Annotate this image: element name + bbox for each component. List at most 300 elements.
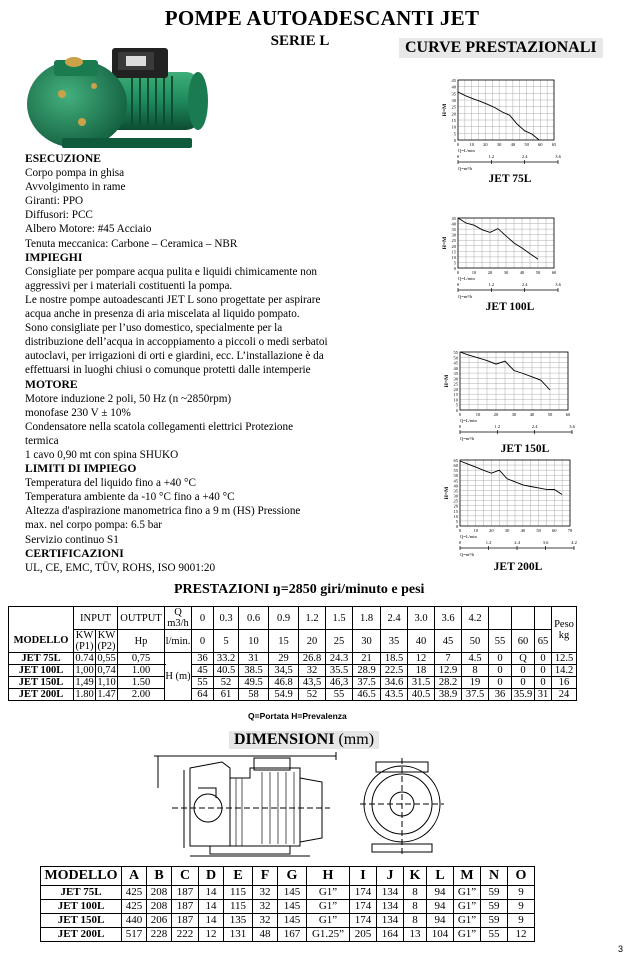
- certificazioni-heading: CERTIFICAZIONI: [25, 546, 124, 560]
- table-cell: 32: [253, 886, 278, 900]
- table-cell: 1,49: [75, 677, 94, 688]
- performance-title: PRESTAZIONI ŋ=2850 giri/minuto e pesi: [174, 582, 425, 597]
- table-cell: 14: [199, 914, 224, 928]
- table-cell: 59: [481, 914, 508, 928]
- y-tick-label: 40: [451, 84, 456, 90]
- text-line: distribuzione dell’acqua in accoppiamento a piccoli o medi serbatoi: [25, 336, 328, 349]
- table-cell: 54.9: [269, 689, 299, 701]
- y-tick-label: 45: [453, 360, 458, 366]
- table-header: D: [199, 867, 224, 886]
- table-cell: 12.5: [552, 653, 577, 665]
- table-cell: 52: [214, 677, 239, 689]
- motore-text: [25, 392, 370, 462]
- table-cell: 14.2: [552, 665, 577, 677]
- table-cell: 24.3: [326, 653, 353, 665]
- y-tick-label: 0: [455, 524, 458, 529]
- x-axis-label: Q=L/min: [460, 418, 477, 423]
- output-header: OUTPUT: [118, 607, 165, 630]
- table-cell: 49.5: [239, 677, 269, 689]
- model-cell: JET 200L: [41, 928, 122, 942]
- x2-tick-label: 1.2: [488, 154, 495, 159]
- y-tick-label: 0: [453, 138, 456, 143]
- y-tick-label: 20: [453, 503, 458, 509]
- table-row: [41, 900, 535, 914]
- list-item: Tenuta meccanica: Carbone – Ceramica – NBR: [25, 237, 238, 250]
- dimension-drawing: [150, 748, 450, 860]
- table-cell: 174: [350, 886, 377, 900]
- table-cell: 134: [377, 886, 404, 900]
- table-cell: 134: [377, 914, 404, 928]
- text-line: 1 cavo 0,90 mt con spina SHUKO: [25, 448, 179, 461]
- table-cell: 59: [481, 900, 508, 914]
- x2-tick-label: 3.6: [555, 282, 561, 287]
- table-cell: 12: [199, 928, 224, 942]
- table-header: B: [147, 867, 172, 886]
- x-tick-label: 0: [456, 142, 460, 147]
- x-tick-label: 60: [552, 528, 557, 533]
- y-tick-label: 30: [451, 98, 456, 103]
- y-tick-label: 5: [455, 402, 458, 408]
- esecuzione-list: [25, 166, 370, 251]
- y-tick-label: 25: [451, 104, 456, 110]
- modello-header: MODELLO: [9, 630, 74, 653]
- impieghi-text: [25, 265, 370, 378]
- curve-chart-4: [444, 458, 577, 573]
- table-cell: 55: [481, 928, 508, 942]
- table-cell: 145: [278, 900, 307, 914]
- x-tick-label: 40: [529, 412, 535, 417]
- table-cell: 12: [408, 653, 435, 665]
- q-value: 1.2: [299, 607, 326, 630]
- table-cell: 31.5: [408, 677, 435, 689]
- table-cell: 12.9: [435, 665, 462, 677]
- table-cell: 0,75: [118, 653, 165, 665]
- x-tick-label: 0: [456, 270, 460, 275]
- table-cell: 40.5: [214, 665, 239, 677]
- table-cell: 0: [489, 665, 512, 677]
- q-value: 3.6: [435, 607, 462, 630]
- table-cell: 14: [199, 900, 224, 914]
- text-line: UL, CE, EMC, TÜV, ROHS, ISO 9001:20: [25, 561, 216, 574]
- table-cell: 46.8: [269, 677, 299, 689]
- x2-tick-label: 1.2: [485, 540, 492, 545]
- list-item: Albero Motore: #45 Acciaio: [25, 223, 152, 236]
- text-line: Temperatura del liquido fino a +40 °C: [25, 477, 196, 490]
- x2-tick-label: 2.4: [521, 282, 528, 287]
- x-axis-label: Q=L/min: [458, 276, 475, 281]
- table-cell: 4.5: [462, 653, 489, 665]
- x-tick-label: 20: [483, 142, 488, 147]
- table-cell: 104: [427, 928, 454, 942]
- x2-tick-label: 3.6: [542, 540, 549, 545]
- table-row: [9, 607, 577, 630]
- y-tick-label: 30: [451, 232, 456, 238]
- text-line: Consigliate per pompare acqua pulita e liquidi chimicamente non: [25, 265, 318, 278]
- y-tick-label: 25: [451, 238, 456, 244]
- x-tick-label: 40: [520, 528, 526, 533]
- table-row: [9, 665, 577, 677]
- q-lmin: 45: [435, 630, 462, 653]
- table-cell: 29: [269, 653, 299, 665]
- table-cell: 145: [278, 914, 307, 928]
- x-tick-label: 30: [511, 412, 517, 417]
- table-cell: 8: [404, 914, 427, 928]
- table-cell: 9: [508, 900, 535, 914]
- table-cell: 18.5: [381, 653, 408, 665]
- table-cell: 32: [253, 900, 278, 914]
- table-cell: 205: [350, 928, 377, 942]
- table-cell: 0,74: [97, 665, 116, 676]
- table-cell: 135: [224, 914, 253, 928]
- text-line: max. nel corpo pompa: 6.5 bar: [25, 519, 163, 532]
- x-tick-label: 20: [489, 528, 494, 533]
- y-tick-label: 10: [453, 397, 458, 403]
- text-line: Servizio continuo S1: [25, 533, 119, 546]
- y-tick-label: 35: [453, 371, 458, 377]
- table-cell: 208: [147, 900, 172, 914]
- kw2-header: KW (P2): [97, 630, 116, 652]
- y-tick-label: 5: [455, 518, 458, 524]
- q-lmin: 15: [269, 630, 299, 653]
- table-cell: 22.5: [381, 665, 408, 677]
- table-header: MODELLO: [41, 867, 122, 886]
- chart-title: JET 150L: [500, 443, 550, 455]
- table-cell: 0.74: [75, 653, 94, 664]
- table-cell: 0: [535, 653, 552, 665]
- x-tick-label: 70: [567, 528, 573, 533]
- x-tick-label: 60: [551, 270, 557, 275]
- table-cell: 38.9: [435, 689, 462, 701]
- x-tick-label: 20: [487, 270, 493, 275]
- q-lmin: 60: [512, 630, 535, 653]
- y-tick-label: 15: [451, 118, 456, 123]
- table-cell: 94: [427, 914, 454, 928]
- q-lmin: 65: [535, 630, 552, 653]
- table-cell: 18: [408, 665, 435, 677]
- table-header: O: [508, 867, 535, 886]
- y-tick-label: 40: [453, 365, 458, 371]
- table-cell: 64: [192, 689, 214, 701]
- q-lmin: 25: [326, 630, 353, 653]
- y-tick-label: 20: [451, 111, 456, 117]
- table-header: H: [307, 867, 350, 886]
- table-cell: 24: [552, 689, 577, 701]
- hp-header: Hp: [118, 630, 165, 653]
- x-tick-label: 30: [496, 142, 502, 147]
- y-tick-label: 45: [453, 478, 458, 484]
- series-subtitle: SERIE L: [270, 33, 330, 49]
- table-cell: 46.5: [353, 689, 381, 701]
- curve-chart-1: [442, 78, 562, 185]
- y-tick-label: 35: [451, 227, 456, 233]
- table-cell: 40.5: [408, 689, 435, 701]
- x-tick-label: 60: [538, 142, 543, 147]
- table-cell: 517: [122, 928, 147, 942]
- limiti-heading: LIMITI DI IMPIEGO: [25, 462, 137, 476]
- y-tick-label: 35: [451, 91, 456, 97]
- y-tick-label: 45: [451, 78, 456, 83]
- table-row: [9, 630, 577, 653]
- q-lmin: 40: [408, 630, 435, 653]
- table-cell: 58: [239, 689, 269, 701]
- x-axis-label: Q=L/min: [458, 148, 475, 153]
- curves-title: CURVE PRESTAZIONALI: [399, 38, 603, 58]
- x-tick-label: 10: [473, 528, 478, 533]
- table-cell: 31: [535, 689, 552, 701]
- table-cell: 7: [435, 653, 462, 665]
- table-cell: 0: [512, 677, 535, 689]
- table-cell: 8: [404, 900, 427, 914]
- y-axis-label: H=M: [442, 236, 448, 250]
- text-line: Sono consigliate per l’uso domestico, specialmente per la: [25, 322, 283, 335]
- q-value: 2.4: [381, 607, 408, 630]
- x-tick-label: 60: [565, 412, 571, 417]
- y-tick-label: 0: [455, 408, 458, 413]
- table-cell: [489, 607, 512, 630]
- table-cell: 1.47: [97, 689, 116, 700]
- table-row: [41, 914, 535, 928]
- y-tick-label: 15: [453, 508, 458, 514]
- q-lmin: 0: [192, 630, 214, 653]
- x-tick-label: 65: [551, 142, 557, 147]
- text-line: termica: [25, 434, 59, 447]
- text-line: acqua anche in presenza di aria miscelata al liquido pompato.: [25, 308, 300, 321]
- motore-heading: MOTORE: [25, 377, 78, 391]
- table-cell: 0: [535, 677, 552, 689]
- table-cell: 16: [552, 677, 577, 689]
- table-cell: G1”: [454, 928, 481, 942]
- table-cell: G1”: [454, 914, 481, 928]
- x2-tick-label: 0: [456, 282, 460, 287]
- x2-tick-label: 0: [458, 540, 462, 545]
- x2-axis-label: Q=m³/h: [458, 166, 473, 171]
- table-cell: 26.8: [299, 653, 326, 665]
- x-tick-label: 10: [475, 412, 481, 417]
- text-line: Motore induzione 2 poli, 50 Hz (n ~2850rpm): [25, 392, 232, 405]
- table-cell: 174: [350, 914, 377, 928]
- q-value: 0: [192, 607, 214, 630]
- chart-title: JET 200L: [493, 561, 543, 573]
- y-tick-label: 45: [451, 216, 456, 221]
- performance-curves: [430, 70, 630, 582]
- table-cell: 33.2: [214, 653, 239, 665]
- table-footnote: Q=Portata H=Prevalenza: [248, 711, 347, 721]
- table-cell: 13: [404, 928, 427, 942]
- table-header: K: [404, 867, 427, 886]
- table-header: I: [350, 867, 377, 886]
- q-lmin: 30: [353, 630, 381, 653]
- y-tick-label: 40: [453, 483, 458, 489]
- table-cell: [535, 607, 552, 630]
- table-cell: 59: [481, 886, 508, 900]
- q-value: 3.0: [408, 607, 435, 630]
- q-lmin: 20: [299, 630, 326, 653]
- y-tick-label: 40: [451, 221, 456, 227]
- table-cell: 187: [172, 914, 199, 928]
- head-label: H (m): [165, 653, 192, 701]
- y-tick-label: 5: [453, 260, 456, 266]
- y-tick-label: 50: [453, 473, 458, 479]
- model-cell: JET 100L: [41, 900, 122, 914]
- table-cell: 131: [224, 928, 253, 942]
- y-tick-label: 30: [453, 493, 458, 499]
- text-line: Condensatore nella scatola collegamenti elettrici Protezione: [25, 420, 294, 433]
- table-cell: 37.5: [462, 689, 489, 701]
- table-cell: 1.00: [118, 665, 165, 677]
- esecuzione-heading: ESECUZIONE: [25, 152, 102, 165]
- pump-photo: [22, 34, 212, 154]
- table-cell: 35.5: [326, 665, 353, 677]
- dimensions-unit: (mm): [334, 731, 375, 748]
- table-cell: 1,00: [75, 665, 94, 676]
- list-item: Avvolgimento in rame: [25, 181, 126, 194]
- table-header: F: [253, 867, 278, 886]
- page-title: POMPE AUTOADESCANTI JET: [164, 6, 480, 30]
- table-cell: 2.00: [118, 689, 165, 701]
- page-number: 3: [618, 944, 624, 954]
- y-axis-label: H=M: [442, 103, 448, 117]
- table-cell: 0: [489, 677, 512, 689]
- limiti-text: [25, 476, 370, 546]
- table-header: G: [278, 867, 307, 886]
- table-cell: 52: [299, 689, 326, 701]
- x2-tick-label: 3.6: [569, 424, 575, 429]
- table-cell: 187: [172, 886, 199, 900]
- list-item: Giranti: PPO: [25, 195, 84, 208]
- table-cell: 43,5: [299, 677, 326, 689]
- table-header: J: [377, 867, 404, 886]
- y-tick-label: 30: [453, 376, 458, 382]
- x2-tick-label: 3.6: [555, 154, 561, 159]
- lmin-header: l/min.: [165, 630, 192, 653]
- x-tick-label: 10: [469, 142, 474, 147]
- table-cell: 206: [147, 914, 172, 928]
- x2-tick-label: 0: [458, 424, 462, 429]
- table-cell: 43.5: [381, 689, 408, 701]
- table-cell: 21: [353, 653, 381, 665]
- table-cell: 174: [350, 900, 377, 914]
- model-cell: JET 100L: [9, 665, 74, 677]
- x2-axis-label: Q=m³/h: [460, 552, 475, 557]
- y-tick-label: 25: [453, 498, 458, 504]
- table-cell: 9: [508, 886, 535, 900]
- x-tick-label: 0: [458, 412, 462, 417]
- y-tick-label: 55: [453, 468, 458, 474]
- table-cell: 14: [199, 886, 224, 900]
- table-cell: 28.2: [435, 677, 462, 689]
- y-tick-label: 10: [451, 254, 456, 260]
- text-line: Le nostre pompe autoadescanti JET L sono progettate per aspirare: [25, 293, 321, 306]
- x-tick-label: 40: [519, 270, 525, 275]
- table-cell: 28.9: [353, 665, 381, 677]
- table-cell: [512, 607, 535, 630]
- table-cell: G1”: [307, 886, 350, 900]
- x2-tick-label: 0: [456, 154, 460, 159]
- table-cell: 0: [535, 665, 552, 677]
- table-cell: 8: [462, 665, 489, 677]
- table-cell: 37.5: [353, 677, 381, 689]
- table-cell: 1,10: [97, 677, 116, 688]
- dimensions-table: [40, 866, 535, 942]
- table-header: N: [481, 867, 508, 886]
- input-header: INPUT: [74, 607, 118, 630]
- q-value: 4.2: [462, 607, 489, 630]
- table-cell: 164: [377, 928, 404, 942]
- table-cell: 94: [427, 900, 454, 914]
- table-cell: 34,5: [269, 665, 299, 677]
- y-tick-label: 10: [453, 513, 458, 519]
- dimensions-title: [229, 731, 379, 749]
- x-tick-label: 0: [458, 528, 462, 533]
- table-header: A: [122, 867, 147, 886]
- text-line: aggressivi per i materiali costituenti la pompa.: [25, 279, 233, 292]
- description-block: [25, 152, 370, 575]
- impieghi-heading: IMPIEGHI: [25, 250, 83, 264]
- table-row: [41, 886, 535, 900]
- q-lmin: 35: [381, 630, 408, 653]
- table-cell: 32: [299, 665, 326, 677]
- text-line: Temperatura ambiente da -10 °C fino a +40 °C: [25, 491, 235, 504]
- table-header: M: [454, 867, 481, 886]
- table-row: [9, 653, 577, 665]
- text-line: Altezza d'aspirazione manometrica fino a 9 m (HS) Pressione: [25, 505, 301, 518]
- x2-tick-label: 2.4: [521, 154, 528, 159]
- y-tick-label: 0: [453, 266, 456, 271]
- table-cell: 187: [172, 900, 199, 914]
- table-cell: 46,3: [326, 677, 353, 689]
- x-tick-label: 20: [493, 412, 499, 417]
- peso-header: Peso kg: [552, 607, 577, 653]
- table-cell: 38.5: [239, 665, 269, 677]
- model-cell: JET 75L: [41, 886, 122, 900]
- table-cell: Q: [512, 653, 535, 665]
- kw1-header: KW (P1): [75, 630, 94, 652]
- x2-tick-label: 1.2: [488, 282, 495, 287]
- x2-tick-label: 2.4: [514, 540, 520, 545]
- table-cell: 12: [508, 928, 535, 942]
- table-cell: 134: [377, 900, 404, 914]
- dimensions-body: [41, 886, 535, 942]
- table-row: [41, 867, 535, 886]
- table-header: E: [224, 867, 253, 886]
- table-cell: 440: [122, 914, 147, 928]
- x-tick-label: 40: [510, 142, 516, 147]
- table-cell: 45: [192, 665, 214, 677]
- table-cell: 115: [224, 886, 253, 900]
- table-cell: 425: [122, 900, 147, 914]
- table-cell: 208: [147, 886, 172, 900]
- table-cell: 55: [192, 677, 214, 689]
- y-tick-label: 20: [451, 243, 456, 249]
- table-cell: G1”: [307, 900, 350, 914]
- q-header: Q m3/h: [165, 607, 192, 630]
- q-value: 0.6: [239, 607, 269, 630]
- table-cell: G1”: [454, 900, 481, 914]
- q-value: 1.8: [353, 607, 381, 630]
- x-tick-label: 10: [471, 270, 477, 275]
- y-tick-label: 35: [453, 488, 458, 494]
- list-item: Diffusori: PCC: [25, 209, 93, 222]
- y-tick-label: 15: [453, 392, 458, 398]
- table-row: [41, 928, 535, 942]
- table-cell: 32: [253, 914, 278, 928]
- y-axis-label: H=M: [444, 374, 450, 388]
- x-axis-label: Q=L/min: [460, 534, 477, 539]
- table-header: C: [172, 867, 199, 886]
- table-cell: 145: [278, 886, 307, 900]
- x-tick-label: 50: [547, 412, 553, 417]
- table-cell: 0,55: [97, 653, 116, 664]
